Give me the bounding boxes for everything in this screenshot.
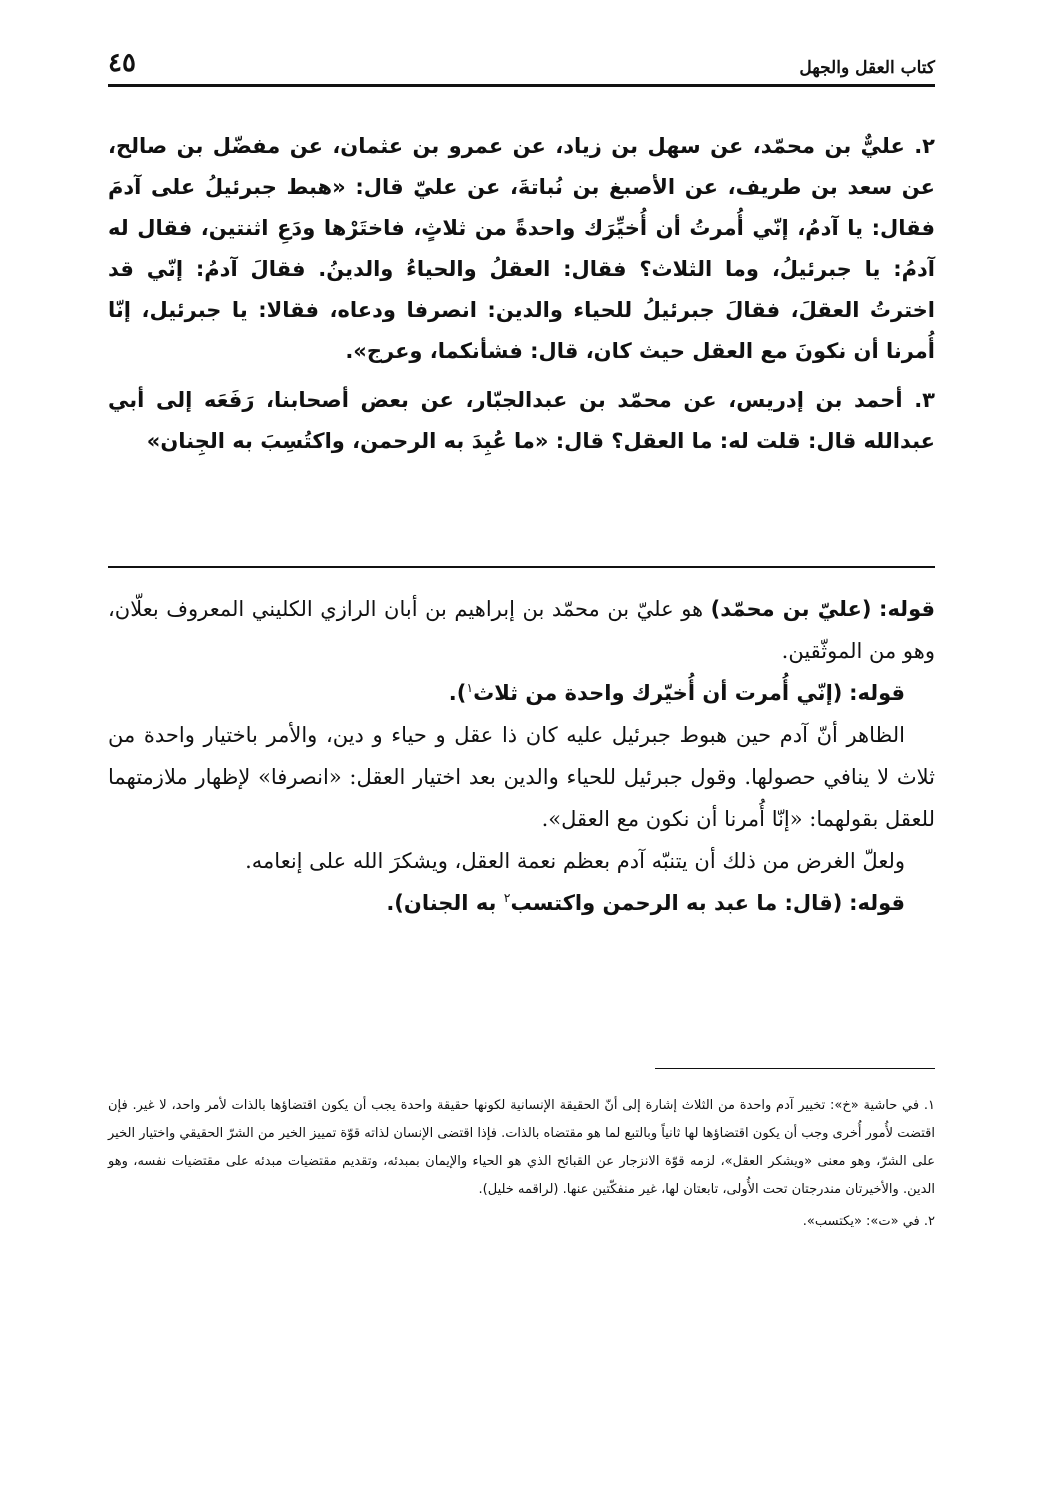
hadith-text <box>108 126 935 470</box>
section-divider <box>108 566 935 568</box>
footnote-marker[interactable]: ٢ <box>503 890 511 905</box>
footnotes <box>108 1092 935 1240</box>
footnote-1: ١. في حاشية «خ»: تخيير آدم واحدة من الثلاث إشارة إلى أنّ الحقيقة الإنسانية لكونها حقيقة واحدة يجب أن يكون اقتضاؤها بالذات لأمر واحد، لا غير. فإن اقتضت لأُمور أُخرى وجب أن يكون اقتضاؤها لها ثانياً وبالتبع لما هو مقتضاه بالذات. فإذا اقتضى الإنسان لذاته قوّة تمييز الخير من الشرّ الحقيقي واختيار الخير على الشرّ، وهو معنى «ويشكر العقل»، لزمه قوّة الانزجار عن القبائح الذي هو الحياء والإيمان بمبدئه، وتقديم مقتضيات مبدئه على مقتضيات نفسه، وهو الدين. والأخيرتان مندرجتان تحت الأُولى، تابعتان لها، غير منفكّتين عنها. (لراقمه خليل). <box>108 1098 935 1197</box>
commentary-label: قوله: <box>849 681 905 705</box>
commentary-quote: (عليّ بن محمّد) <box>710 597 872 621</box>
commentary <box>108 588 935 924</box>
commentary-paragraph <box>108 588 935 672</box>
commentary-label: قوله: <box>879 597 935 621</box>
page-number: ٤٥ <box>108 48 136 78</box>
commentary-paragraph: ولعلّ الغرض من ذلك أن يتنبّه آدم بعظم نعمة العقل، ويشكرَ الله على إنعامه. <box>245 849 905 873</box>
commentary-label: قوله: <box>849 891 905 915</box>
commentary-paragraph <box>108 672 935 714</box>
commentary-quote: (إنّي أُمرت أن أُخيّرك واحدة من ثلاث <box>473 681 843 705</box>
commentary-paragraph: الظاهر أنّ آدم حين هبوط جبرئيل عليه كان ذا عقل و حياء و دين، والأمر باختيار واحدة من ثلاث لا ينافي حصولها. وقول جبرئيل للحياء والدين بعد اختيار العقل: «انصرفا» لإظهار ملازمتهما للعقل بقولهما: «إنّا أُمرنا أن نكون مع العقل». <box>108 723 935 831</box>
footnote-2: ٢. في «ت»: «يكتسب». <box>802 1214 935 1229</box>
commentary-quote: (قال: ما عبد به الرحمن واكتسب <box>510 891 843 915</box>
commentary-paragraph <box>108 882 935 924</box>
commentary-quote-end: به الجنان). <box>386 891 504 915</box>
footnote-rule <box>655 1068 935 1069</box>
hadith-3: ٣. أحمد بن إدريس، عن محمّد بن عبدالجبّار، عن بعض أصحابنا، رَفَعَه إلى أبي عبدالله قال: قلت له: ما العقل؟ قال: «ما عُبِدَ به الرحمن، واكتُسِبَ به الجِنان» <box>108 388 935 453</box>
commentary-text: هو عليّ بن محمّد بن إبراهيم بن أبان الرازي الكليني المعروف بعلّان، وهو من الموثّقين. <box>108 597 935 663</box>
running-title: كتاب العقل والجهل <box>799 58 935 78</box>
footnote-marker[interactable]: ١ <box>466 680 474 695</box>
hadith-2: ٢. عليٌّ بن محمّد، عن سهل بن زياد، عن عمرو بن عثمان، عن مفضّل بن صالح، عن سعد بن طريف، عن الأصبغ بن نُباتةَ، عن عليّ قال: «هبط جبرئيلُ على آدمَ فقال: يا آدمُ، إنّي أُمرتُ أن أُخيِّرَك واحدةً من ثلاثٍ، فاختَرْها ودَعِ اثنتين، فقال له آدمُ: يا جبرئيلُ، وما الثلاث؟ فقال: العقلُ والحياءُ والدينُ. فقالَ آدمُ: إنّي قد اخترتُ العقلَ، فقالَ جبرئيلُ للحياء والدين: انصرفا ودعاه، فقالا: يا جبرئيل، إنّا أُمرنا أن نكونَ مع العقل حيث كان، قال: فشأنكما، وعرج». <box>108 134 935 363</box>
commentary-quote-end: ). <box>448 681 467 705</box>
header-rule <box>108 84 935 87</box>
page-header <box>108 38 935 78</box>
